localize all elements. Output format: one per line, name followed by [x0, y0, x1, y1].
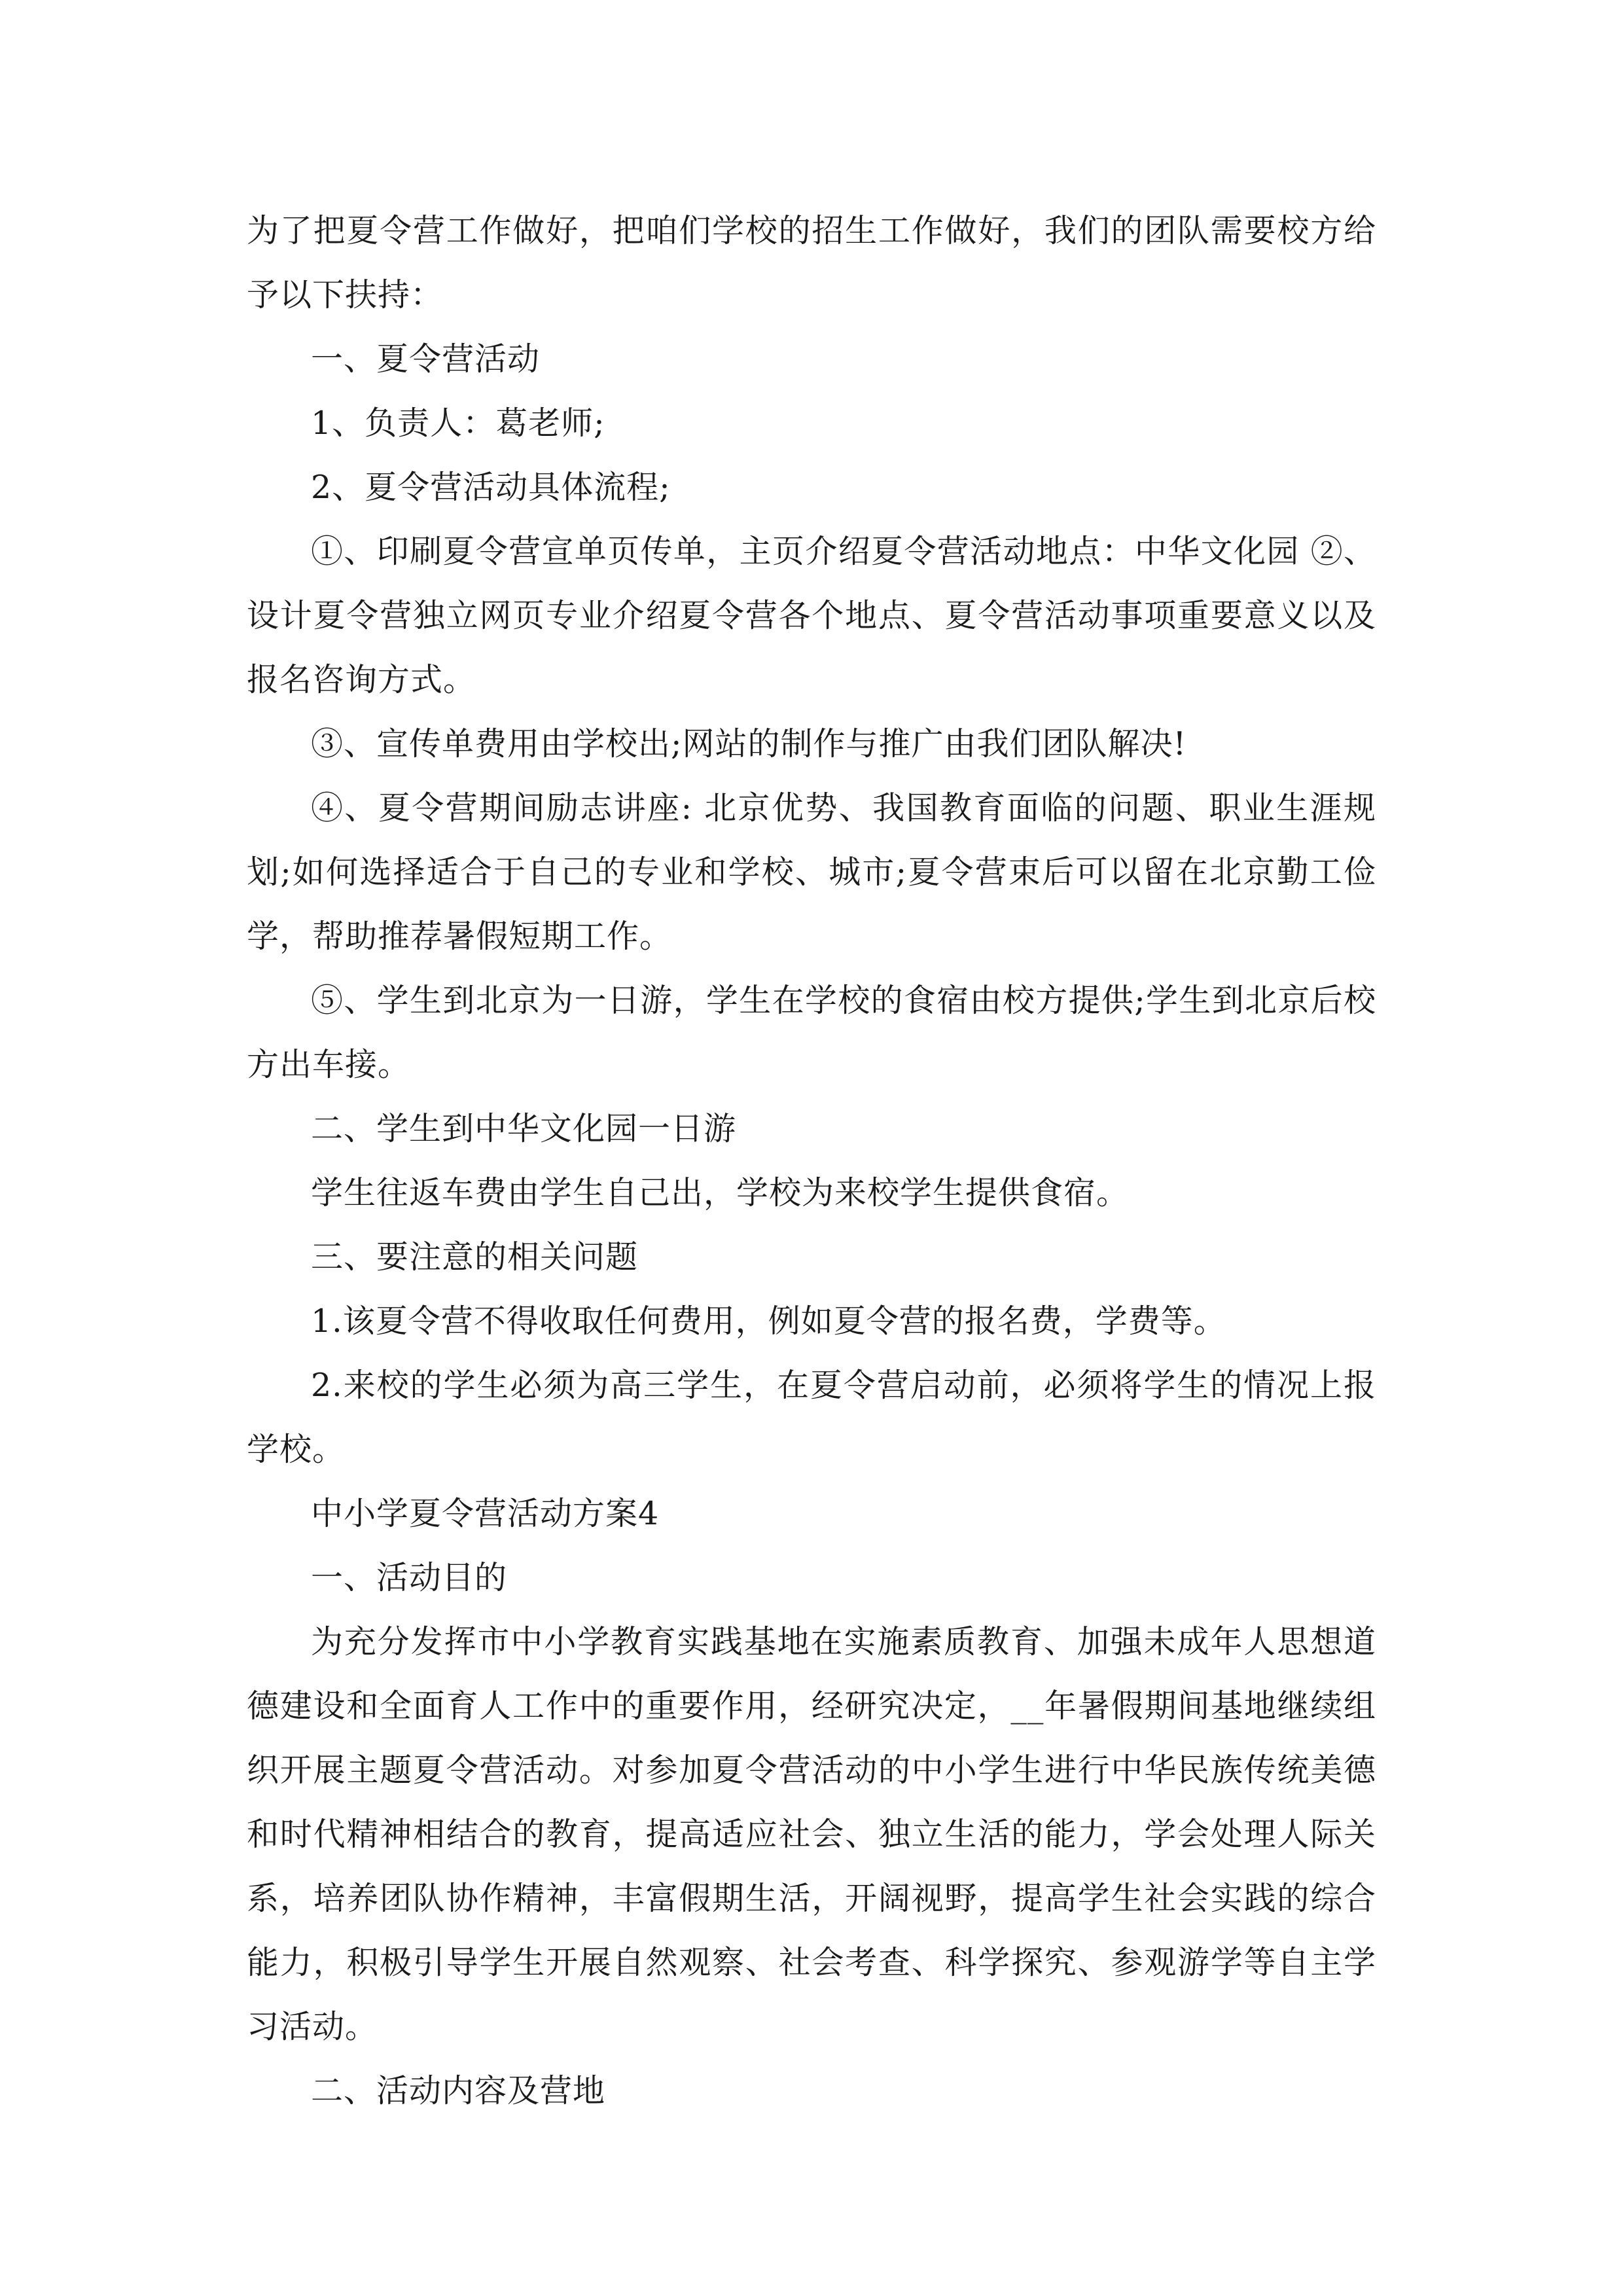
process-item-5: ⑤、学生到北京为一日游，学生在学校的食宿由校方提供;学生到北京后校方出车接。	[247, 982, 1376, 1083]
note-item-1: 1.该夏令营不得收取任何费用，例如夏令营的报名费，学费等。	[311, 1302, 1226, 1340]
document-body	[247, 199, 1376, 2123]
section-heading-notes: 三、要注意的相关问题	[311, 1238, 639, 1276]
process-item-4: ④、夏令营期间励志讲座: 北京优势、我国教育面临的问题、职业生涯规划;如何选择适合于自己的专业和学校、城市;夏令营束后可以留在北京勤工俭学，帮助推荐暑假短期工作。	[247, 789, 1376, 955]
intro-paragraph: 为了把夏令营工作做好，把咱们学校的招生工作做好，我们的团队需要校方给予以下扶持：	[247, 212, 1376, 314]
purpose-paragraph: 为充分发挥市中小学教育实践基地在实施素质教育、加强未成年人思想道德建设和全面育人工作中的重要作用，经研究决定，__年暑假期间基地继续组织开展主题夏令营活动。对参加夏令营活动的中小学生进行中华民族传统美德和时代精神相结合的教育，提高适应社会、独立生活的能力，学会处理人际关系，培养团队协作精神，丰富假期生活，开阔视野，提高学生社会实践的综合能力，积极引导学生开展自然观察、社会考查、科学探究、参观游学等自主学习活动。	[247, 1623, 1376, 2045]
process-heading: 2、夏令营活动具体流程;	[311, 469, 671, 506]
section-heading-purpose: 一、活动目的	[311, 1559, 508, 1596]
process-item-1-2: ①、印刷夏令营宣单页传单，主页介绍夏令营活动地点：中华文化园 ②、设计夏令营独立网页专业介绍夏令营各个地点、夏令营活动事项重要意义以及报名咨询方式。	[247, 533, 1376, 698]
plan-4-title: 中小学夏令营活动方案4	[311, 1495, 660, 1532]
process-item-3: ③、宣传单费用由学校出;网站的制作与推广由我们团队解决!	[311, 725, 1187, 762]
section-heading-day-trip: 二、学生到中华文化园一日游	[311, 1110, 737, 1147]
section-heading-content-venue: 二、活动内容及营地	[311, 2072, 606, 2109]
note-item-2: 2.来校的学生必须为高三学生，在夏令营启动前，必须将学生的情况上报学校。	[247, 1367, 1376, 1468]
day-trip-paragraph: 学生往返车费由学生自己出，学校为来校学生提供食宿。	[311, 1174, 1130, 1211]
section-heading-summer-camp: 一、夏令营活动	[311, 340, 541, 378]
responsible-person: 1、负责人：葛老师;	[311, 404, 605, 442]
